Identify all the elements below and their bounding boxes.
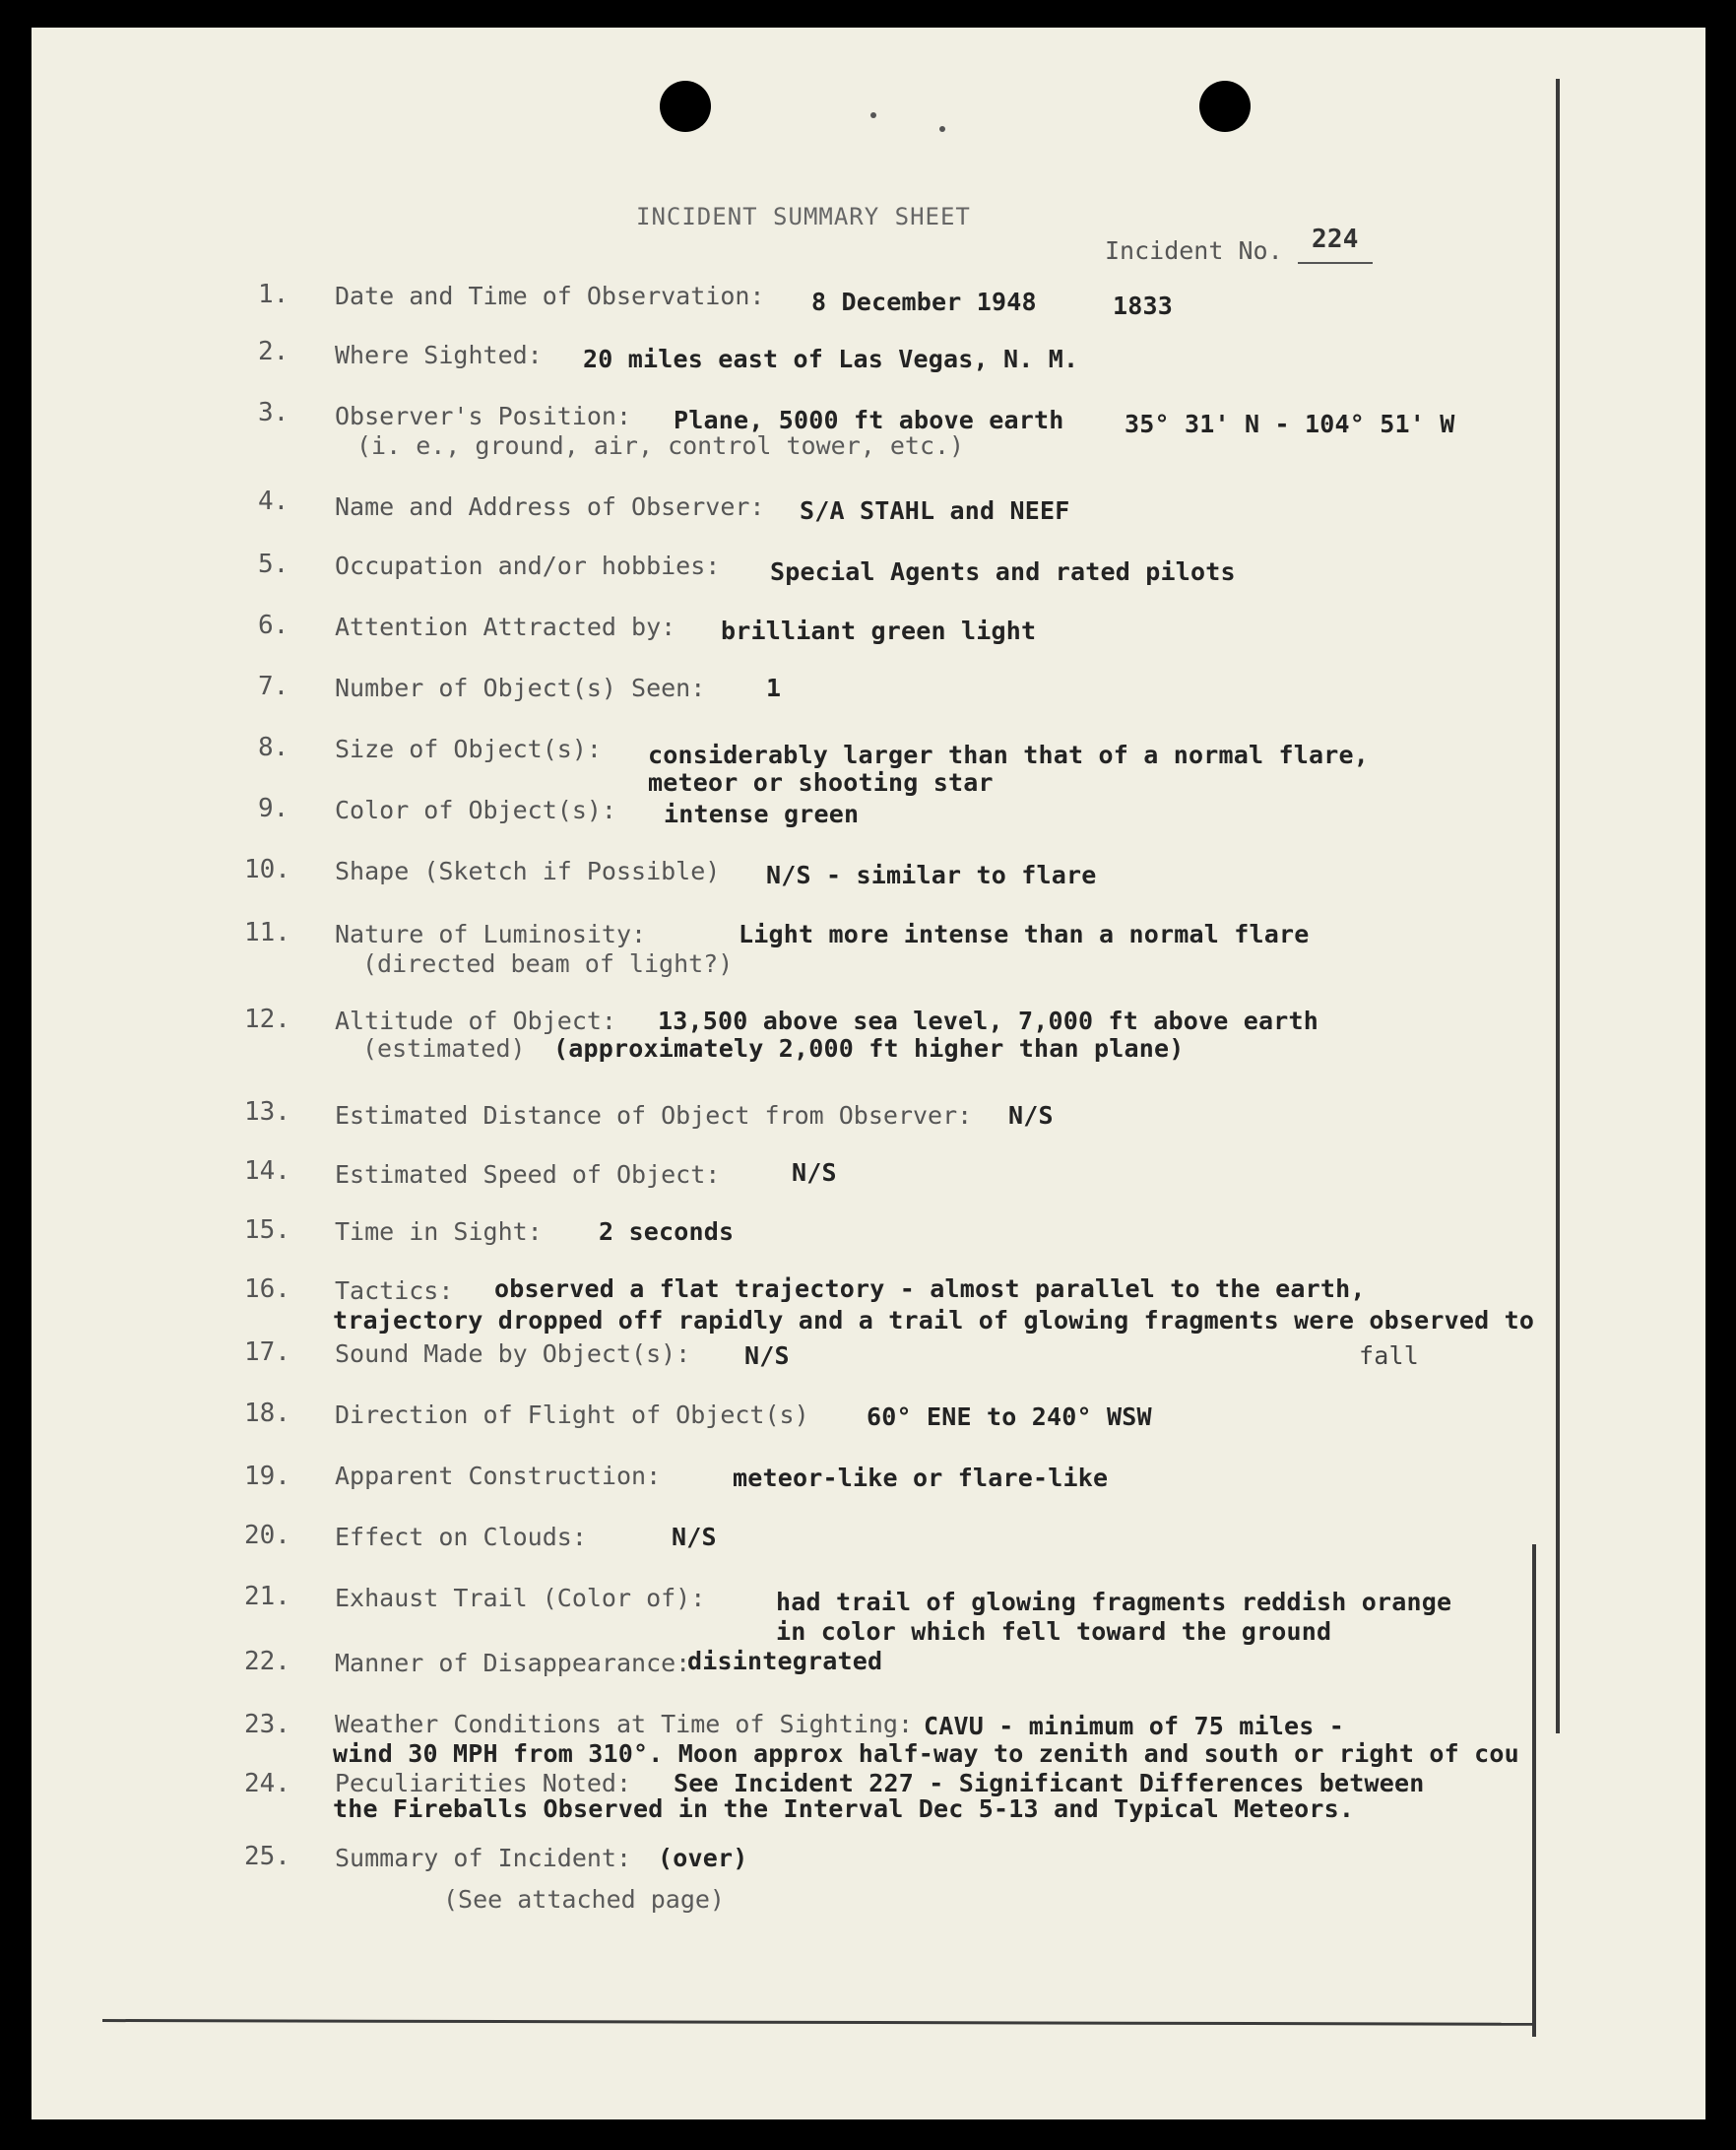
item-label: Date and Time of Observation: bbox=[335, 282, 765, 310]
item-value: N/S - similar to flare bbox=[766, 861, 1097, 889]
item-number: 15. bbox=[244, 1215, 290, 1245]
item-value: 20 miles east of Las Vegas, N. M. bbox=[583, 345, 1079, 373]
item-value: Light more intense than a normal flare bbox=[739, 920, 1310, 948]
item-label: Direction of Flight of Object(s) bbox=[335, 1401, 809, 1429]
item-value: 60° ENE to 240° WSW bbox=[867, 1402, 1152, 1431]
incident-number-underline bbox=[1298, 262, 1373, 264]
punch-hole-right bbox=[1199, 81, 1251, 132]
item-number: 10. bbox=[244, 855, 290, 884]
item-value: N/S bbox=[792, 1158, 837, 1187]
item-number: 23. bbox=[244, 1710, 290, 1739]
item-number: 20. bbox=[244, 1521, 290, 1550]
item-value: N/S bbox=[672, 1523, 717, 1551]
item-sublabel: (estimated) bbox=[362, 1034, 526, 1063]
item-number: 25. bbox=[244, 1842, 290, 1871]
item-label: Occupation and/or hobbies: bbox=[335, 552, 721, 580]
item-label: Apparent Construction: bbox=[335, 1462, 662, 1490]
item-label: Effect on Clouds: bbox=[335, 1523, 587, 1551]
item-label: Time in Sight: bbox=[335, 1217, 543, 1246]
item-value: 8 December 1948 bbox=[811, 288, 1037, 316]
item-value: Plane, 5000 ft above earth bbox=[674, 406, 1064, 434]
item-number: 22. bbox=[244, 1647, 290, 1676]
item-value: (over) bbox=[658, 1844, 748, 1872]
item-number: 7. bbox=[258, 672, 289, 701]
item-number: 24. bbox=[244, 1769, 290, 1798]
item-value: Special Agents and rated pilots bbox=[770, 557, 1236, 586]
item-value: 1 bbox=[766, 674, 782, 702]
item-value: fall bbox=[1359, 1341, 1420, 1370]
item-number: 12. bbox=[244, 1005, 290, 1034]
item-value: had trail of glowing fragments reddish orange bbox=[776, 1588, 1452, 1616]
item-number: 9. bbox=[258, 794, 289, 823]
item-value: wind 30 MPH from 310°. Moon approx half-way to zenith and south or right of cou bbox=[333, 1739, 1519, 1768]
item-number: 1. bbox=[258, 280, 289, 309]
item-label: Nature of Luminosity: bbox=[335, 920, 647, 948]
item-number: 3. bbox=[258, 398, 289, 427]
item-value: CAVU - minimum of 75 miles - bbox=[924, 1712, 1345, 1740]
speck-mark bbox=[939, 126, 945, 132]
item-value: S/A STAHL and NEEF bbox=[800, 496, 1070, 525]
item-label: Where Sighted: bbox=[335, 341, 543, 369]
margin-rule-right-lower bbox=[1532, 1544, 1536, 2037]
item-number: 5. bbox=[258, 550, 289, 579]
item-label: Summary of Incident: bbox=[335, 1844, 632, 1872]
item-number: 13. bbox=[244, 1097, 290, 1127]
item-value: N/S bbox=[1008, 1101, 1054, 1130]
item-label: Manner of Disappearance: bbox=[335, 1649, 691, 1677]
item-label: Tactics: bbox=[335, 1276, 454, 1305]
item-label: Name and Address of Observer: bbox=[335, 492, 765, 521]
item-value: (approximately 2,000 ft higher than plane) bbox=[553, 1034, 1185, 1063]
item-label: Observer's Position: bbox=[335, 402, 632, 430]
item-number: 16. bbox=[244, 1274, 290, 1304]
item-value: disintegrated bbox=[687, 1647, 883, 1675]
document-page bbox=[32, 28, 1705, 2119]
speck-mark bbox=[870, 112, 876, 118]
item-label: Attention Attracted by: bbox=[335, 613, 676, 641]
item-label: Weather Conditions at Time of Sighting: bbox=[335, 1710, 913, 1738]
item-value: 2 seconds bbox=[599, 1217, 735, 1246]
item-sublabel: (i. e., ground, air, control tower, etc.) bbox=[356, 431, 965, 460]
item-value: considerably larger than that of a normal flare, bbox=[648, 741, 1370, 769]
item-number: 4. bbox=[258, 487, 289, 516]
item-number: 21. bbox=[244, 1582, 290, 1611]
item-value: 1833 bbox=[1113, 292, 1174, 320]
item-value: meteor-like or flare-like bbox=[733, 1464, 1109, 1492]
punch-hole-left bbox=[660, 81, 711, 132]
item-label: Shape (Sketch if Possible) bbox=[335, 857, 721, 885]
item-number: 8. bbox=[258, 733, 289, 762]
item-value: intense green bbox=[664, 800, 860, 828]
item-label: Size of Object(s): bbox=[335, 735, 602, 763]
item-number: 6. bbox=[258, 611, 289, 640]
item-label: Color of Object(s): bbox=[335, 796, 616, 824]
item-number: 2. bbox=[258, 337, 289, 366]
item-sublabel: (See attached page) bbox=[443, 1885, 725, 1914]
item-value: meteor or shooting star bbox=[648, 768, 994, 797]
item-value: the Fireballs Observed in the Interval Dec 5-13 and Typical Meteors. bbox=[333, 1794, 1355, 1823]
incident-number-label: Incident No. bbox=[1105, 236, 1283, 265]
item-number: 14. bbox=[244, 1156, 290, 1186]
item-value: 35° 31' N - 104° 51' W bbox=[1125, 410, 1455, 438]
incident-number-value: 224 bbox=[1312, 225, 1359, 254]
item-value: in color which fell toward the ground bbox=[776, 1617, 1332, 1646]
incident-number-field bbox=[1105, 225, 1359, 265]
item-number: 19. bbox=[244, 1462, 290, 1491]
margin-rule-right bbox=[1556, 79, 1560, 1733]
item-value: trajectory dropped off rapidly and a trail of glowing fragments were observed to bbox=[333, 1306, 1535, 1335]
item-label: Estimated Distance of Object from Observer: bbox=[335, 1101, 973, 1130]
item-number: 11. bbox=[244, 918, 290, 947]
item-label: Exhaust Trail (Color of): bbox=[335, 1584, 706, 1612]
item-label: Estimated Speed of Object: bbox=[335, 1160, 721, 1189]
page-title: INCIDENT SUMMARY SHEET bbox=[636, 203, 971, 230]
item-number: 17. bbox=[244, 1337, 290, 1367]
item-label: Number of Object(s) Seen: bbox=[335, 674, 706, 702]
item-number: 18. bbox=[244, 1399, 290, 1428]
item-value: brilliant green light bbox=[721, 617, 1037, 645]
item-value: observed a flat trajectory - almost parallel to the earth, bbox=[494, 1274, 1366, 1303]
item-value: N/S bbox=[744, 1341, 790, 1370]
item-label: Altitude of Object: bbox=[335, 1007, 616, 1035]
margin-rule-bottom bbox=[102, 2019, 1534, 2026]
item-label: Peculiarities Noted: bbox=[335, 1769, 632, 1797]
item-value: 13,500 above sea level, 7,000 ft above earth bbox=[658, 1007, 1319, 1035]
item-label: Sound Made by Object(s): bbox=[335, 1339, 691, 1368]
item-sublabel: (directed beam of light?) bbox=[362, 949, 734, 978]
item-value: See Incident 227 - Significant Differences between bbox=[674, 1769, 1425, 1797]
